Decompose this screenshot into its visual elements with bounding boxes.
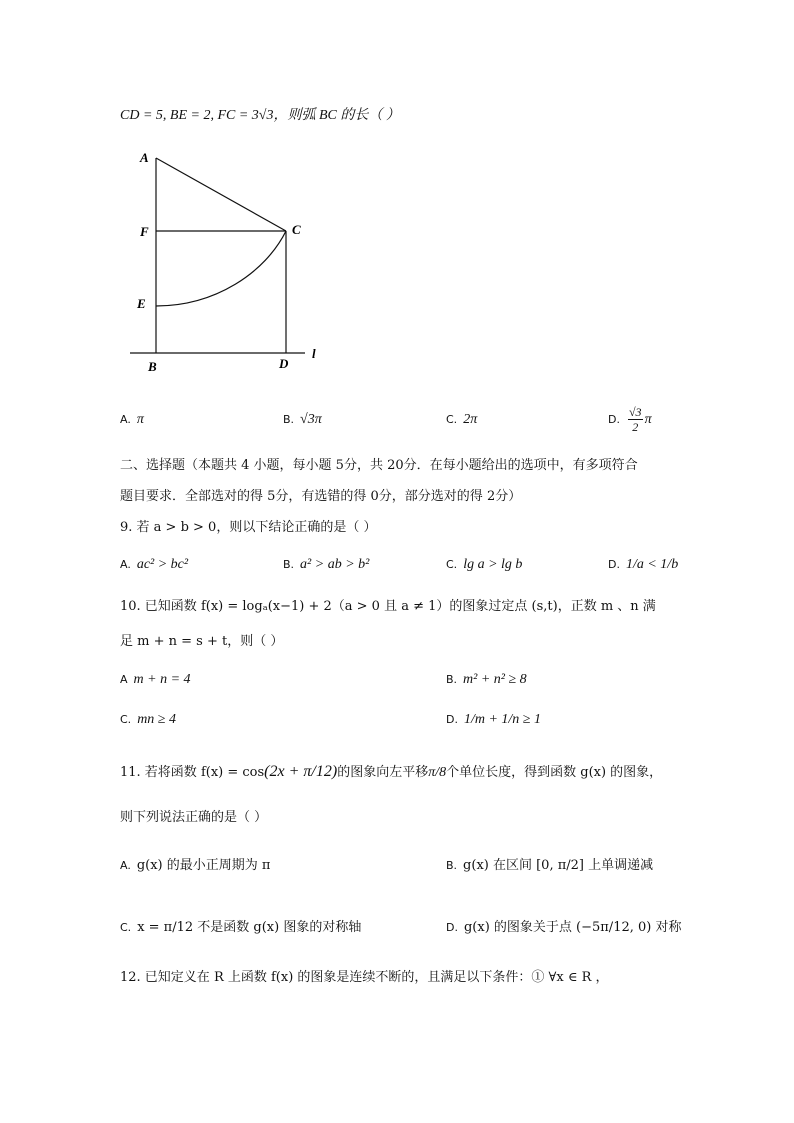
point-D-label: D (279, 356, 289, 371)
point-A-label: A (140, 150, 149, 165)
q11-option-d: D. g(x) 的图象关于点 (−5π/12, 0) 对称 (446, 920, 682, 935)
q9-stem: 9. 若 a > b > 0，则以下结论正确的是（ ） (120, 520, 377, 535)
q11-option-a: A. g(x) 的最小正周期为 π (120, 858, 271, 873)
q8-option-b: B. √3π (283, 412, 322, 427)
point-E-label: E (137, 296, 146, 311)
point-F-label: F (140, 224, 149, 239)
line-l-label: l (312, 346, 316, 361)
section2-instructions-line2: 题目要求．全部选对的得 5分，有选错的得 0分，部分选对的得 2分） (120, 489, 522, 504)
q9-option-b: B. a² > ab > b² (283, 557, 370, 572)
q8-option-a: A. π (120, 412, 144, 427)
q10-stem-line2: 足 m + n = s + t，则（ ） (120, 634, 284, 649)
q11-option-c: C. x = π/12 不是函数 g(x) 图象的对称轴 (120, 920, 362, 935)
point-B-label: B (148, 359, 157, 374)
q8-stem-tail: CD = 5, BE = 2, FC = 3√3，则弧 BC 的长（ ） (120, 108, 400, 123)
q10-option-a: A m + n = 4 (120, 672, 191, 687)
q10-stem-line1: 10. 已知函数 f(x) = logₐ(x−1) + 2（a > 0 且 a ≠ 1）的图象过定点 (s,t)，正数 m 、n 满 (120, 599, 656, 614)
section2-instructions-line1: 二、选择题（本题共 4 小题，每小题 5分，共 20分．在每小题给出的选项中，有多项符合 (120, 458, 638, 473)
q10-option-d: D. 1/m + 1/n ≥ 1 (446, 712, 541, 727)
q12-stem: 12. 已知定义在 R 上函数 f(x) 的图象是连续不断的，且满足以下条件：① ∀x ∈ R ， (120, 970, 609, 985)
geometry-figure (120, 148, 340, 378)
q10-option-c: C. mn ≥ 4 (120, 712, 176, 727)
q11-stem-line1: 11. 若将函数 f(x) = cos(2x + π/12)的图象向左平移π/8个单位长度，得到函数 g(x) 的图象， (120, 763, 663, 780)
q8-option-d: D. $\frac{√3}{2}$ π (608, 405, 652, 434)
q9-option-a: A. ac² > bc² (120, 557, 189, 572)
point-C-label: C (292, 222, 301, 237)
segment-AC (156, 158, 286, 231)
q9-option-c: C. lg a > lg b (446, 557, 523, 572)
q8-option-c: C. 2π (446, 412, 478, 427)
q11-option-b: B. g(x) 在区间 [0, π/2] 上单调递减 (446, 858, 654, 873)
q11-stem-line2: 则下列说法正确的是（ ） (120, 810, 268, 825)
q9-option-d: D. 1/a < 1/b (608, 557, 679, 572)
arc-EC (156, 231, 286, 306)
q10-option-b: B. m² + n² ≥ 8 (446, 672, 527, 687)
